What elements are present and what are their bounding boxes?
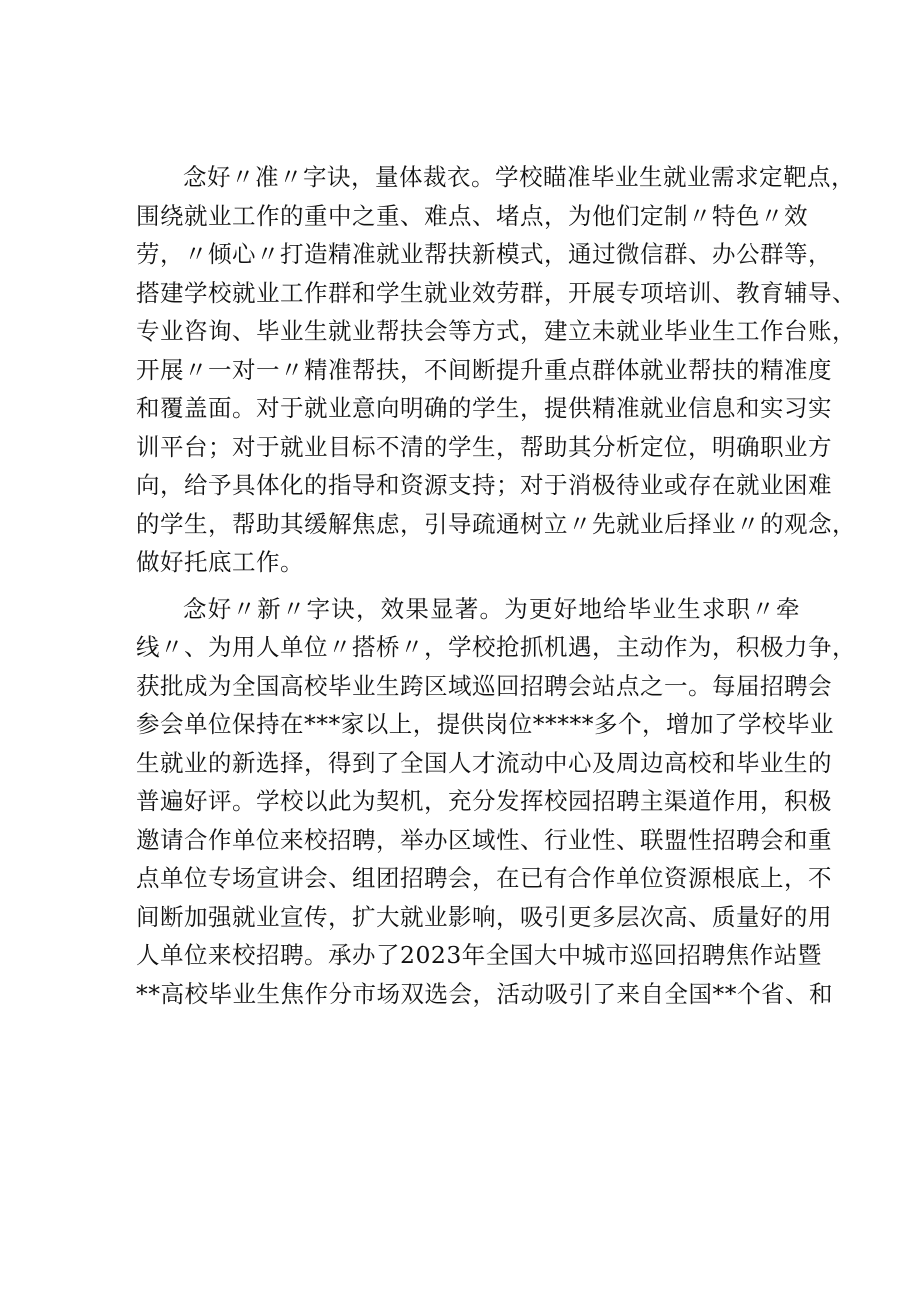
document-body: [136, 158, 856, 1013]
text-line: 普遍好评。学校以此为契机，充分发挥校园招聘主渠道作用，积极: [136, 787, 832, 815]
paragraph-innovation: [136, 590, 856, 1014]
text-line: 围绕就业工作的重中之重、难点、堵点，为他们定制〃特色〃效: [136, 201, 808, 230]
text-line: 邀请合作单位来校招聘，举办区域性、行业性、联盟性招聘会和重: [136, 825, 832, 854]
text-line: 点单位专场宣讲会、组团招聘会，在已有合作单位资源根底上，不: [136, 864, 832, 892]
text-line: 人单位来校招聘。承办了2023年全国大中城市巡回招聘焦作站暨: [136, 941, 822, 969]
text-line: 训平台；对于就业目标不清的学生，帮助其分析定位，明确职业方: [136, 432, 832, 461]
text-line: 开展〃一对一〃精准帮扶，不间断提升重点群体就业帮扶的精准度: [136, 355, 832, 384]
text-line: 线〃、为用人单位〃搭桥〃，学校抢抓机遇，主动作为，积极力争，: [136, 633, 856, 661]
text-line: 和覆盖面。对于就业意向明确的学生，提供精准就业信息和实习实: [136, 394, 832, 422]
text-line: 念好〃准〃字诀，量体裁衣。学校瞄准毕业生就业需求定靶点，: [183, 163, 855, 191]
text-line: **高校毕业生焦作分市场双选会，活动吸引了来自全国**个省、和: [136, 979, 833, 1008]
text-line: 间断加强就业宣传，扩大就业影响，吸引更多层次高、质量好的用: [136, 902, 832, 931]
text-line: 念好〃新〃字诀，效果显著。为更好地给毕业生求职〃牵: [183, 594, 800, 623]
text-line: 获批成为全国高校毕业生跨区域巡回招聘会站点之一。每届招聘会: [136, 671, 832, 700]
paragraph-precision: [136, 158, 856, 582]
text-line: 向，给予具体化的指导和资源支持；对于消极待业或存在就业困难: [136, 471, 832, 499]
text-line: 专业咨询、毕业生就业帮扶会等方式，建立未就业毕业生工作台账，: [136, 317, 856, 345]
text-line: 的学生，帮助其缓解焦虑，引导疏通树立〃先就业后择业〃的观念，: [136, 509, 856, 538]
text-line: 做好托底工作。: [136, 548, 304, 576]
text-line: 生就业的新选择，得到了全国人才流动中心及周边高校和毕业生的: [136, 748, 832, 777]
text-line: 参会单位保持在***家以上，提供岗位*****多个，增加了学校毕业: [136, 710, 834, 738]
text-line: 搭建学校就业工作群和学生就业效劳群，开展专项培训、教育辅导、: [136, 278, 856, 307]
text-line: 劳，〃倾心〃打造精准就业帮扶新模式，通过微信群、办公群等，: [136, 240, 832, 268]
